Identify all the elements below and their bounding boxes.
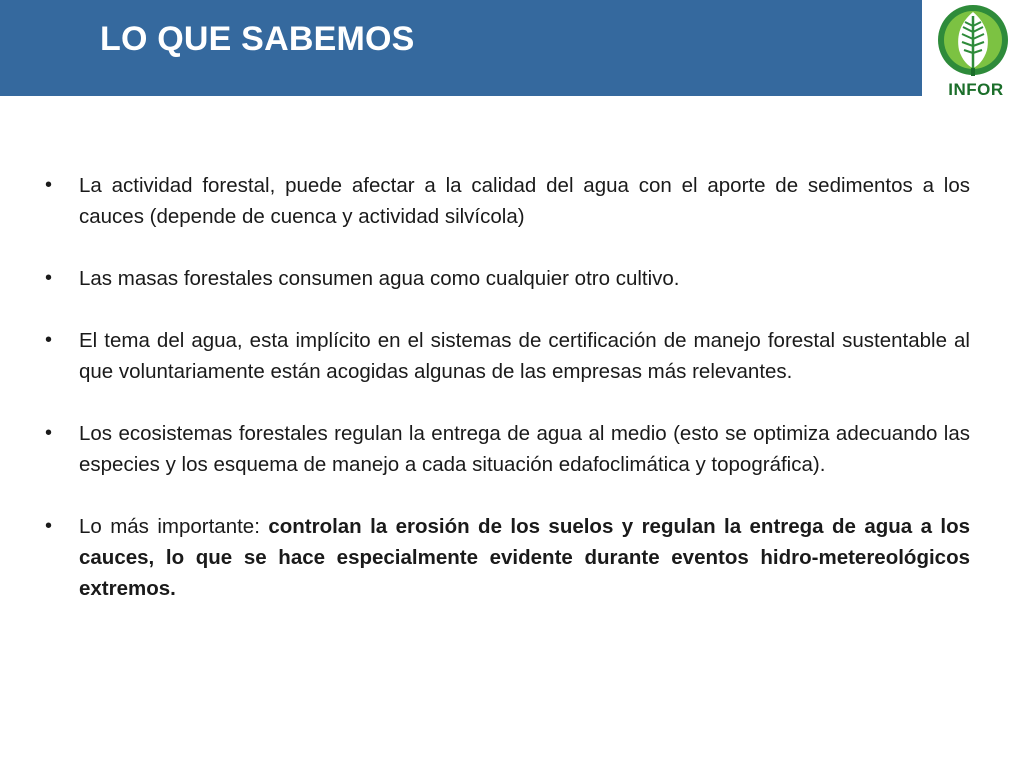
bullet-item bbox=[40, 418, 970, 480]
bullet-text: Las masas forestales consumen agua como cualquier otro cultivo. bbox=[79, 267, 680, 290]
bullet-item bbox=[40, 511, 970, 604]
bullet-text: El tema del agua, esta implícito en el sistemas de certificación de manejo forestal sustentable al que voluntariamente están acogidas algunas de las empresas más relevantes. bbox=[79, 329, 970, 383]
page-title: LO QUE SABEMOS bbox=[100, 20, 415, 58]
logo-text: INFOR bbox=[948, 80, 1004, 99]
infor-logo bbox=[922, 0, 1024, 104]
bullet-icon: • bbox=[45, 174, 53, 196]
bullet-icon: • bbox=[45, 329, 53, 351]
bullet-icon: • bbox=[45, 267, 53, 289]
bullet-text-prefix: Lo más importante: bbox=[79, 515, 269, 538]
content-area bbox=[40, 170, 970, 635]
bullet-icon: • bbox=[45, 422, 53, 444]
bullet-list bbox=[40, 170, 970, 604]
tree-leaf-icon bbox=[934, 2, 1012, 80]
bullet-item bbox=[40, 170, 970, 232]
bullet-icon: • bbox=[45, 515, 53, 537]
bullet-text: Los ecosistemas forestales regulan la entrega de agua al medio (esto se optimiza adecuando las especies y los esquema de manejo a cada situación edafoclimática y topográfica). bbox=[79, 422, 970, 476]
bullet-text-emphasis: controlan la erosión de los suelos y regulan la entrega de agua a los cauces, lo que se hace especialmente evidente durante eventos hidro-metereológicos extremos. bbox=[79, 515, 970, 600]
bullet-item bbox=[40, 263, 970, 294]
header-bar bbox=[0, 0, 922, 96]
bullet-text: La actividad forestal, puede afectar a la calidad del agua con el aporte de sedimentos a los cauces (depende de cuenca y actividad silvícola) bbox=[79, 174, 970, 228]
bullet-item bbox=[40, 325, 970, 387]
